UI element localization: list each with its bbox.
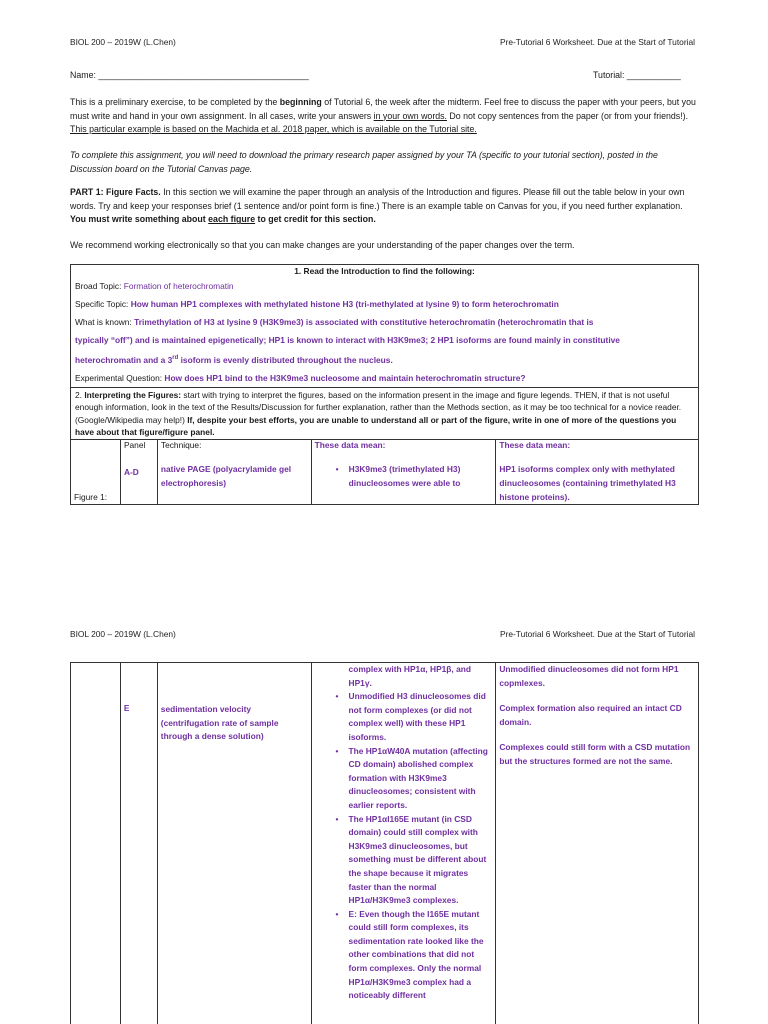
course-header: BIOL 200 – 2019W (L.Chen)	[70, 37, 176, 47]
mean1-bullet-4: • E: Even though the I165E mutant could still form complexes, its sedimentation rate looked like the other combinations that did not form complexes. Only the normal HP1α/H3K9me3 complex had a noticeably different	[349, 908, 492, 1003]
mean2-point-2: Complex formation also required an intact CD domain.	[499, 703, 682, 727]
part1-paragraph: PART 1: Figure Facts. In this section we will examine the paper through an analysis of the Introduction and figures. Please fill out the table below in your own words. Try and keep your responses brief (1 sentence and/or point form is fine.) There is an example table on Canvas for you, if you need further explanation. You must write something about each figure to get credit for this section.	[70, 187, 685, 225]
mean2-cell	[496, 440, 699, 505]
worksheet-header-p2: Pre-Tutorial 6 Worksheet. Due at the Start of Tutorial	[499, 629, 695, 639]
panel-cell	[120, 440, 157, 505]
technique-cell	[157, 440, 311, 505]
worksheet-header: Pre-Tutorial 6 Worksheet. Due at the Start of Tutorial	[499, 37, 695, 47]
mean1-bullet-3: • The HP1αI165E mutant (in CSD domain) could still complex with H3K9me3 dinucleosomes, but something must be different about the shape because it migrates faster than the normal HP1α/H3K9me3 complexes.	[349, 813, 492, 908]
technique-cell-p2	[157, 663, 311, 1024]
section1-heading: 1. Read the Introduction to find the following:	[294, 266, 475, 276]
mean2-cell-p2	[496, 663, 699, 1024]
figure-label-cell	[71, 440, 121, 505]
mean1-cell-p2	[311, 663, 496, 1024]
panel-cell-p2	[120, 663, 157, 1024]
panel-e: E	[123, 703, 130, 713]
what-is-known-cont: typically “off”) and is maintained epigenetically; HP1 is known to interact with H3K9me3; 2 HP1 isoforms are found mainly in constitutive	[75, 335, 620, 345]
figure-1-label: Figure 1:	[74, 492, 108, 503]
mean1-continued: complex with HP1α, HP1β, and HP1γ.	[348, 664, 471, 688]
mean2-point-3: Complexes could still form with a CSD mutation but the structures formed are not the same.	[499, 742, 691, 766]
recommend-paragraph: We recommend working electronically so that you can make changes are your understanding of the paper changes over the term.	[70, 240, 575, 250]
mean2-value: HP1 isoforms complex only with methylated dinucleosomes (containing trimethylated H3 histone proteins).	[499, 464, 676, 502]
broad-topic: Broad Topic: Formation of heterochromatin	[75, 281, 234, 291]
figure-label-cell-p2	[71, 663, 121, 1024]
mean1-bullet-2: • The HP1αW40A mutation (affecting CD domain) abolished complex formation with H3K9me3 dinucleosomes; consistent with earlier reports.	[349, 745, 492, 813]
technique-header: Technique:	[160, 440, 202, 451]
figure-facts-table	[70, 264, 699, 505]
intro-paragraph: This is a preliminary exercise, to be completed by the beginning of Tutorial 6, the week after the midterm. Feel free to discuss the paper with your peers, but you must write and hand in your own assignment. In all cases, write your answers in your own words. Do not copy sentences from the paper (or from your friends!). This particular example is based on the Machida et al. 2018 paper, which is available on the Tutorial site.	[70, 97, 696, 135]
mean2-header: These data mean:	[499, 440, 571, 451]
mean1-cell	[311, 440, 496, 505]
name-field[interactable]: Name: ___________________________________________	[70, 70, 309, 80]
figure-facts-table-cont	[70, 662, 699, 1024]
tutorial-field[interactable]: Tutorial: ___________	[593, 70, 681, 80]
mean1-bullet: • H3K9me3 (trimethylated H3) dinucleosomes were able to	[349, 463, 493, 490]
what-is-known: What is known: Trimethylation of H3 at lysine 9 (H3K9me3) is associated with constitutive heterochromatin (heterochromatin that is	[75, 317, 594, 327]
mean2-point-1: Unmodified dinucleosomes did not form HP1 copmlexes.	[499, 664, 679, 688]
technique-value: native PAGE (polyacrylamide gel electrophoresis)	[160, 464, 292, 489]
mean1-header: These data mean:	[314, 440, 386, 451]
section1-cell	[71, 265, 699, 388]
panel-value: A-D	[123, 467, 139, 478]
mean1-bullet-1: • Unmodified H3 dinucleosomes did not form complexes (or did not complex well) with these HP1 isoforms.	[349, 690, 492, 744]
course-header-p2: BIOL 200 – 2019W (L.Chen)	[70, 629, 176, 639]
specific-topic: Specific Topic: How human HP1 complexes with methylated histone H3 (tri-methylated at lysine 9) to form heterochromatin	[75, 299, 559, 309]
what-is-known-cont2: heterochromatin and a 3rd isoform is evenly distributed throughout the nucleus.	[75, 354, 393, 365]
panel-header: Panel	[123, 440, 146, 451]
technique-e: sedimentation velocity (centrifugation rate of sample through a dense solution)	[160, 704, 279, 742]
experimental-question: Experimental Question: How does HP1 bind to the H3K9me3 nucleosome and maintain heterochromatin structure?	[75, 372, 526, 383]
instructions-paragraph: To complete this assignment, you will need to download the primary research paper assigned by your TA (specific to your tutorial section), posted in the Discussion board on the Tutorial Canvas page.	[70, 150, 658, 174]
page-2	[0, 620, 768, 1024]
section2-cell: 2. Interpreting the Figures: start with trying to interpret the figures, based on the information present in the image and figure legends. THEN, if that is not useful enough information, look in the text of the Results/Discussion for further explanation, rather than the Methods section, as it may be too technical for a novice reader. (Google/Wikipedia may help!) If, despite your best efforts, you are unable to understand all or part of the figure, write in one of more of the questions you have about that figure/figure panel.	[71, 387, 699, 440]
